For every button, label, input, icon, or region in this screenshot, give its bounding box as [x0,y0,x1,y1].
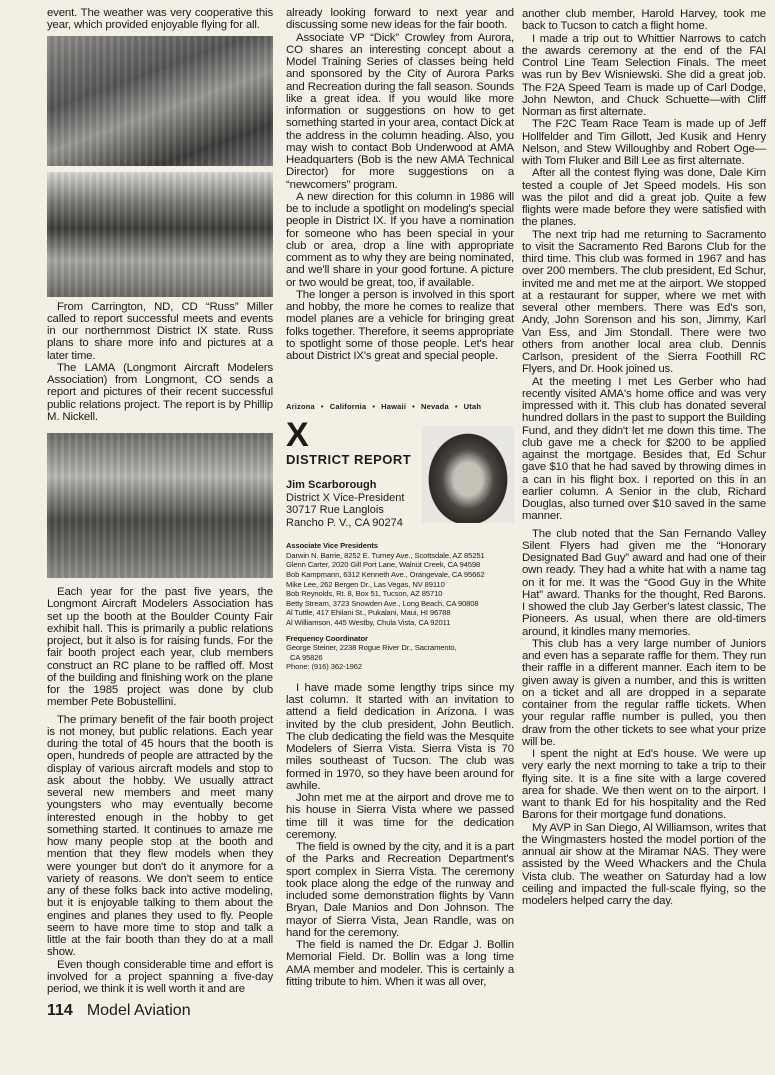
paragraph: I spent the night at Ed's house. We were up very early the next morning to take a trip to their flying site. It is a fine site with a large covered area for shade. We then went on to the airport. I want to thank Ed for his hospitality and the Red Barons for their mortgage fund donations. [522,748,766,822]
paragraph: The next trip had me returning to Sacramento to visit the Sacramento Red Barons Club for the third time. This club was formed in 1967 and has over 200 members. The club president, Ed Schur, invited me and met me at the airport. We stopped at a restaurant for supper, where we met with several other members. There was Ed's son, Andy, John Sorenson and his son, Jimmy, Karl Van Ess, and Jim Stondall. There were two others from another local area club. Dennis Carlson, president of the Sierra Foothill RC Flyers, and Dr. Hook joined us. [522,228,766,376]
paragraph: A new direction for this column in 1986 will be to include a spotlight on modeling's special people in District IX. If you have a nomination for someone who has been special in your club or area, drop a line with appropriate comment as to why they are being nominated, and we'll share in your good fortune. A picture or two would be great, too, if available. [286,190,514,289]
freq-heading: Frequency Coordinator [286,633,368,643]
freq-address: George Steiner, 2238 Rogue River Dr., Sacramento, [286,643,457,653]
paragraph: The field is named the Dr. Edgar J. Bollin Memorial Field. Dr. Bollin was a long time AMA member and modeler. This is certainly a fitting tribute to him. When it was all over, [286,939,514,988]
avp-entry: Al Tuttle, 417 Ehilani St., Pukalani, Maui, HI 96788 [286,608,451,618]
freq-address: CA 95826 [290,652,323,662]
state: Arizona [286,402,315,412]
avp-heading: Associate Vice Presidents [286,541,378,551]
paragraph: The club noted that the San Fernando Valley Silent Flyers had given me the “Honorary Designated Bad Guy” award and had one of their own ready. They had a white hat with a name tag on it for me. It was the “Good Guy in the White Hat” award. Thanks for the thought, Red Barons. I showed the club Jay Gerber's latest classic, The Pioneers. As usual, when there are old-timers around, it kindles many memories. [522,527,766,638]
paragraph: The primary benefit of the fair booth project is not money, but public relations. Each year during the total of 45 hours that the booth is open, hundreds of people are attracted by the display of various aircraft models and stop to ask about the hobby. We usually attract several new members and meet many youngsters who may eventually become interested enough in the hobby to get something started. It continues to amaze me how many people stop at the booth and mention that they flew models when they were younger but don't do it anymore for a variety of reasons. We don't seem to entice any of these folks back into active modeling, but it is enjoyable talking to them about the engines and planes they used to fly. People seem to have more time to stop and talk a little at the fair booth than they do at a mall show. [47,713,273,959]
district-report-title: DISTRICT REPORT [286,452,412,468]
state: Hawaii [381,402,407,412]
paragraph: At the meeting I met Les Gerber who had recently visited AMA's home office and was very impressed with it. This club has donated several hundred dollars in the past to support the Building Fund, and they didn't let me down this time. The club gave me a check for $200 to be applied against the mortgage. Besides that, Ed Schur gave $10 that he had saved by throwing dimes in a can in his flight box. I reported on this in an earlier column. A Senior in the club, Richard Douglas, also turned over $10 saved in the same manner. [522,375,766,523]
vp-address-line: Rancho P. V., CA 90274 [286,516,403,529]
frequency-coordinator [286,634,514,672]
avp-entry: Mike Lee, 262 Bergen Dr., Las Vegas, NV 89110 [286,579,445,589]
avp-entry: Al Williamson, 445 Westby, Chula Vista, CA 92011 [286,618,451,627]
paragraph: The field is owned by the city, and it is a part of the Parks and Recreation Department's sport complex in Sierra Vista. The ceremony took place along the edge of the runway and included some demonstration flights by Vann Bryan, Dale Manios and Don Johnson. The mayor of Sierra Vista, Jean Randle, was on hand for the ceremony. [286,841,514,939]
state: Utah [463,402,482,412]
paragraph: After all the contest flying was done, Dale Kirn tested a couple of Jet Speed models. His son was the pilot and did a great job. Quite a few flights were made before they were satisfied with the planes. [522,167,766,229]
avp-entry: Betty Stream, 3723 Snowden Ave., Long Beach, CA 90808 [286,598,479,608]
paragraph: I have made some lengthy trips since my last column. It started with an invitation to attend a field dedication in Arizona. I was invited by the club president, John Beutlich. The club dedicating the field was the Mesquite Modelers of Sierra Vista. Sierra Vista is 70 miles southeast of Tucson. The club was formed in 1970, so they have been around for awhile. [286,681,514,792]
paragraph: From Carrington, ND, CD “Russ” Miller called to report successful meets and events in our northernmost District IX state. Russ plans to share more info and pictures at a later time. [47,300,273,362]
photo-flying-field-crowd [47,172,273,297]
left-column [47,7,273,1021]
associate-vp-list [286,541,514,672]
vp-portrait-photo [422,426,514,523]
page-footer [47,1001,273,1021]
paragraph: Even though considerable time and effort is involved for a project spanning a five-day period, we think it is well worth it and are [47,958,273,995]
page-number: 114 [47,1002,73,1020]
district-report-body [286,418,514,529]
middle-column-bottom [286,682,514,988]
freq-phone: Phone: (916) 362-1962 [286,662,363,672]
paragraph: My AVP in San Diego, Al Williamson, writes that the Wingmasters hosted the model portion of the annual air show at the Miramar NAS. They were assisted by the Weed Whackers and the Chula Vista club. The weather on Saturday had a low ceiling and impacted the full-scale flying, so the modelers helped carry the day. [522,821,766,907]
paragraph: The F2C Team Race Team is made up of Jeff Hollfelder and Tim Gillott, Jed Kusik and Henry Nelson, and Stew Willoughby and Robert Oge—with Tom Fluker and Bill Lee as first alternate. [522,118,766,167]
middle-column [286,7,514,988]
paragraph: Each year for the past five years, the Longmont Aircraft Modelers Association has set up the booth at the Boulder County Fair exhibit hall. This is primarily a public relations project, but it also is for raising funds. For the fair booth project each year, club members construct an RC plane to be raffled off. Most of the building and finishing work on the plane for the 1985 project was done by club member Pete Bobustellini. [47,586,273,709]
right-column [522,8,766,907]
paragraph: I made a trip out to Whittier Narrows to catch the awards ceremony at the end of the FAI Control Line Team Selection Finals. The meet was run by Bev Wisniewski. She did a great job. The F2A Speed Team is made up of Carl Dodge, John Newton, and Chuck Schuette—with Cliff Norman as first alternate. [522,32,766,118]
district-report-header [286,402,514,672]
photo-fair-booth [47,433,273,578]
magazine-name: Model Aviation [86,1002,191,1020]
paragraph: John met me at the airport and drove me to his house in Sierra Vista where we passed time till it was time for the dedication ceremony. [286,792,514,841]
avp-entry: Bob Reynolds, Rt. 8, Box 51, Tucson, AZ 85710 [286,589,443,599]
state: Nevada [420,402,449,412]
paragraph: The longer a person is involved in this sport and hobby, the more he comes to realize that model planes are a vehicle for bringing great folks together. Therefore, it seems appropriate to spotlight some of those people. Let's hear about District IX's great and special people. [286,288,514,362]
district-states: Arizona • California • Hawaii • Nevada • Utah [286,402,482,412]
paragraph: already looking forward to next year and discussing some new ideas for the fair booth. [286,7,514,32]
paragraph: event. The weather was very cooperative this year, which provided enjoyable flying for all. [47,7,273,32]
paragraph: The LAMA (Longmont Aircraft Modelers Association) from Longmont, CO sends a report and pictures of their recent successful public relations project. The report is by Phillip M. Nickell. [47,361,273,423]
paragraph: Associate VP “Dick” Crowley from Aurora, CO shares an interesting concept about a Model Training Series of classes being held and sponsored by the City of Aurora Parks and Recreation during the fall season. Sounds like a great idea. If you would like more information or suggestions on how to get something started in your area, contact Dick at the address in the column heading. Also, you may wish to contact Bob Underwood at AMA Headquarters (Bob is the new AMA Technical Director) for more suggestions on a “newcomers” program. [286,31,514,191]
avp-entry: Bob Kampmann, 6312 Kenneth Ave., Orangevale, CA 95662 [286,570,485,580]
vp-address-line: 30717 Rue Langlois [286,504,384,517]
avp-entry: Glenn Carter, 2020 Gill Port Lane, Walnut Creek, CA 94598 [286,560,481,570]
avp-entry: Darwin N. Barrie, 8252 E. Turney Ave., Scottsdale, AZ 85251 [286,550,485,560]
district-number: X [286,416,309,455]
state: California [329,402,367,412]
photo-biplane-models [47,36,273,166]
vp-name: Jim Scarborough [286,479,377,492]
paragraph: another club member, Harold Harvey, took me back to Tucson to catch a flight home. [522,8,766,33]
paragraph: This club has a very large number of Juniors and even has a separate raffle for them. They run their raffle in a different manner. Each item to be given away is given a number, and this is written on a ticket and all are dropped in a separate container from the regular raffle tickets. When your regular raffle number is pulled, you then draw from the other tickets to see what your prize will be. [522,637,766,748]
vp-title: District X Vice-President [286,491,405,504]
